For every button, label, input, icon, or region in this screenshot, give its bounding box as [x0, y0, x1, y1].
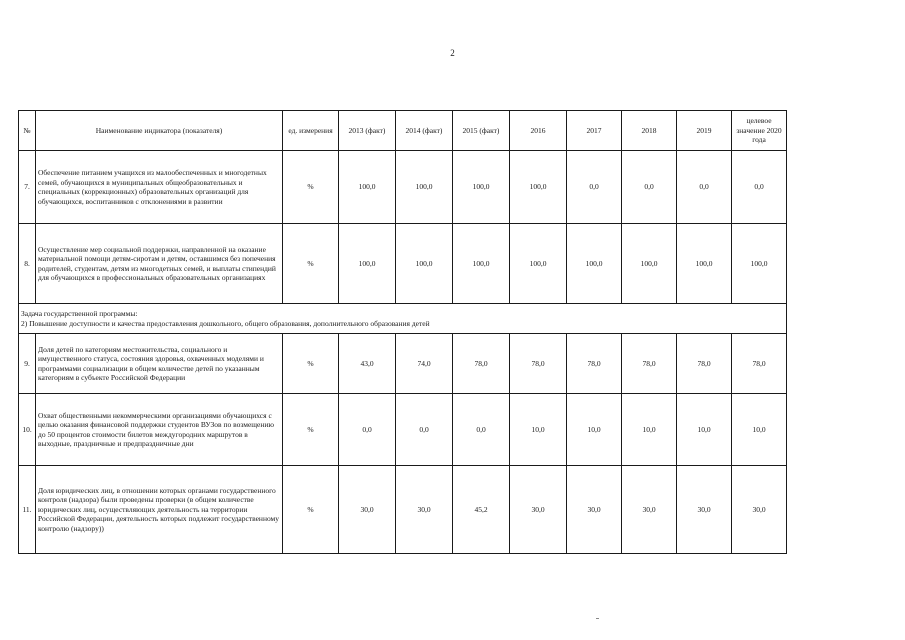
row-unit: %: [283, 224, 339, 304]
header-2014: 2014 (факт): [396, 111, 453, 151]
row-unit: %: [283, 334, 339, 394]
header-2016: 2016: [510, 111, 567, 151]
header-2019: 2019: [677, 111, 732, 151]
row-value-target: 0,0: [732, 151, 787, 224]
row-num: 9.: [19, 334, 36, 394]
header-row: [19, 111, 787, 151]
row-value-2014: 30,0: [396, 466, 453, 554]
table-row: [19, 334, 787, 394]
row-value-2016: 30,0: [510, 466, 567, 554]
row-name: Доля юридических лиц, в отношении которых органами государственного контроля (надзора) были проведены проверки (в общем количестве юридических лиц, осуществляющих деятельность на территории Российской Федерации, деятельность которых подлежит государственному контролю (надзору)): [36, 466, 283, 554]
row-value-2017: 100,0: [567, 224, 622, 304]
row-value-2019: 0,0: [677, 151, 732, 224]
table-row: [19, 151, 787, 224]
scan-speck: [596, 618, 599, 619]
row-value-target: 10,0: [732, 394, 787, 466]
task-title: Задача государственной программы:: [21, 309, 138, 318]
row-value-2013: 0,0: [339, 394, 396, 466]
header-target: целевое значение 2020 года: [732, 111, 787, 151]
row-value-2015: 45,2: [453, 466, 510, 554]
row-value-2013: 43,0: [339, 334, 396, 394]
row-value-2016: 78,0: [510, 334, 567, 394]
row-num: 7.: [19, 151, 36, 224]
indicators-table: [18, 110, 787, 554]
row-value-2017: 10,0: [567, 394, 622, 466]
header-num: №: [19, 111, 36, 151]
row-value-2019: 30,0: [677, 466, 732, 554]
header-2018: 2018: [622, 111, 677, 151]
page-number: 2: [450, 48, 455, 58]
row-value-2016: 10,0: [510, 394, 567, 466]
row-unit: %: [283, 466, 339, 554]
row-value-2013: 30,0: [339, 466, 396, 554]
row-value-2014: 0,0: [396, 394, 453, 466]
row-value-target: 100,0: [732, 224, 787, 304]
row-value-2015: 100,0: [453, 224, 510, 304]
table-row: [19, 224, 787, 304]
row-value-target: 30,0: [732, 466, 787, 554]
row-value-2018: 10,0: [622, 394, 677, 466]
row-value-2017: 78,0: [567, 334, 622, 394]
row-value-2014: 100,0: [396, 151, 453, 224]
row-value-2014: 100,0: [396, 224, 453, 304]
row-num: 11.: [19, 466, 36, 554]
row-value-2018: 30,0: [622, 466, 677, 554]
row-value-2013: 100,0: [339, 151, 396, 224]
task-description: 2) Повышение доступности и качества предоставления дошкольного, общего образования, дополнительного образования детей: [21, 318, 430, 328]
row-name: Охват общественными некоммерческими организациями обучающихся с целью оказания финансовой поддержки студентов ВУЗов по возмещению до 50 процентов стоимости билетов междугородних маршрутов в выходные, праздничные и предпраздничные дни: [36, 394, 283, 466]
row-value-target: 78,0: [732, 334, 787, 394]
table-row: [19, 466, 787, 554]
row-name: Обеспечение питанием учащихся из малообеспеченных и многодетных семей, обучающихся в муниципальных общеобразовательных и специальных (коррекционных) образовательных организаций для обучающихся, воспитанников с отклонениями в развитии: [36, 151, 283, 224]
header-2013: 2013 (факт): [339, 111, 396, 151]
row-value-2018: 100,0: [622, 224, 677, 304]
row-num: 10.: [19, 394, 36, 466]
row-value-2019: 10,0: [677, 394, 732, 466]
row-value-2014: 74,0: [396, 334, 453, 394]
row-unit: %: [283, 394, 339, 466]
row-name: Доля детей по категориям местожительства, социального и имущественного статуса, состояния здоровья, охваченных моделями и программами социализации в общем количестве детей по указанным категориям в субъекте Российской Федерации: [36, 334, 283, 394]
row-value-2019: 100,0: [677, 224, 732, 304]
row-value-2018: 78,0: [622, 334, 677, 394]
task-cell: [19, 304, 787, 334]
row-num: 8.: [19, 224, 36, 304]
row-value-2013: 100,0: [339, 224, 396, 304]
row-unit: %: [283, 151, 339, 224]
header-2015: 2015 (факт): [453, 111, 510, 151]
task-row: [19, 304, 787, 334]
row-value-2015: 100,0: [453, 151, 510, 224]
row-name: Осуществление мер социальной поддержки, направленной на оказание материальной помощи детям-сиротам и детям, оставшимся без попечения родителей, студентам, детям из многодетных семей, и выплаты стипендий для обучающихся в профессиональных образовательных организациях: [36, 224, 283, 304]
row-value-2019: 78,0: [677, 334, 732, 394]
row-value-2015: 0,0: [453, 394, 510, 466]
row-value-2016: 100,0: [510, 224, 567, 304]
row-value-2018: 0,0: [622, 151, 677, 224]
row-value-2017: 30,0: [567, 466, 622, 554]
row-value-2017: 0,0: [567, 151, 622, 224]
row-value-2015: 78,0: [453, 334, 510, 394]
header-2017: 2017: [567, 111, 622, 151]
header-name: Наименование индикатора (показателя): [36, 111, 283, 151]
row-value-2016: 100,0: [510, 151, 567, 224]
table-row: [19, 394, 787, 466]
header-unit: ед. измерения: [283, 111, 339, 151]
